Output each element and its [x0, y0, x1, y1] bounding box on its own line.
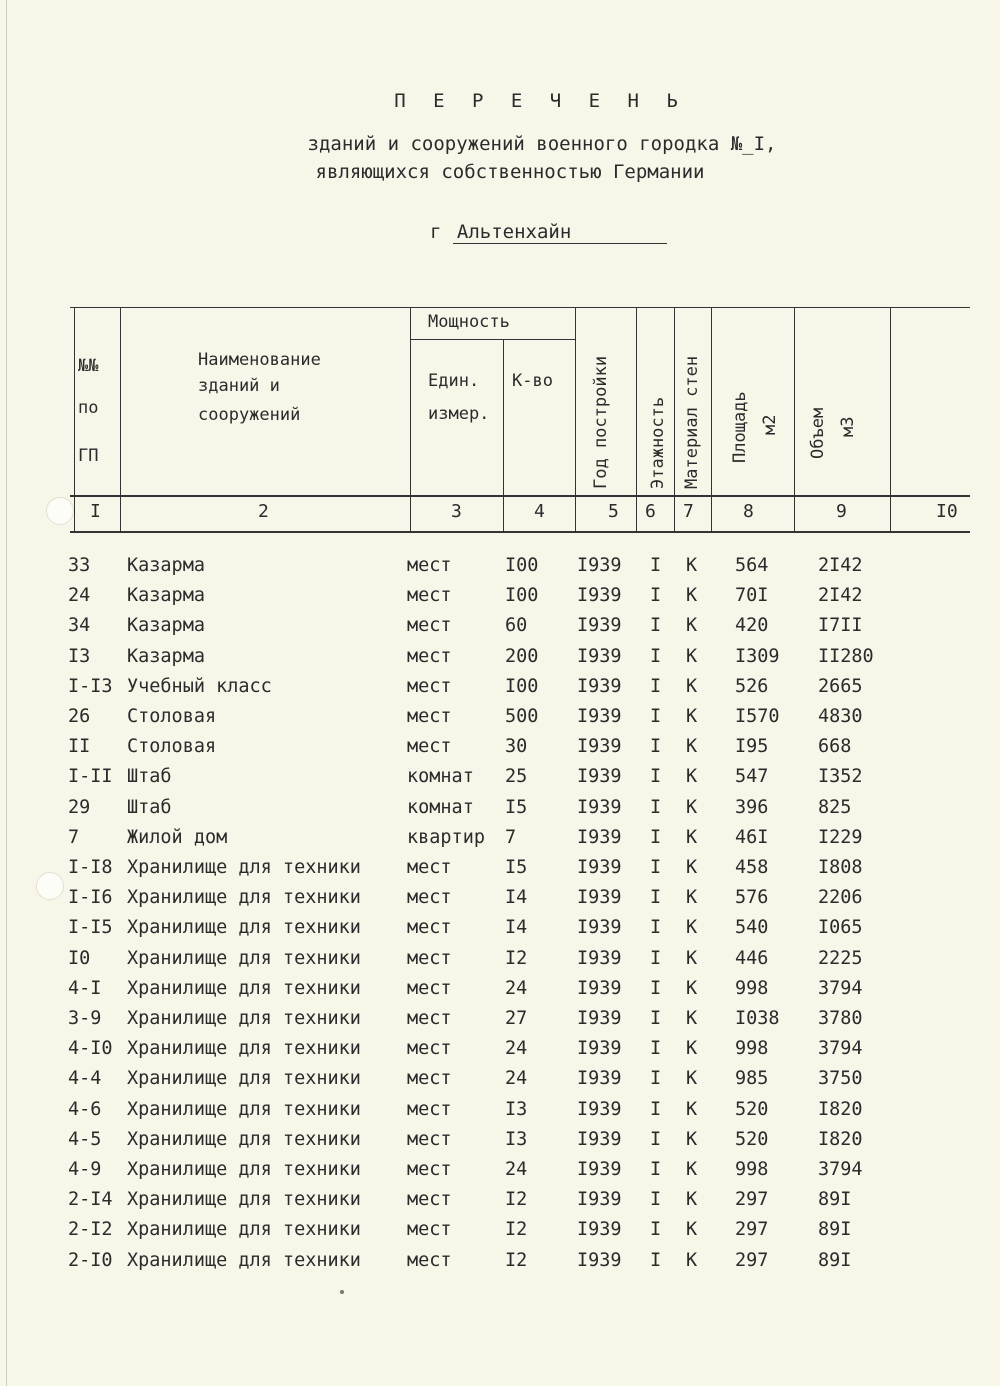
- cell-floors: I: [650, 1008, 662, 1029]
- cell-walls: К: [686, 615, 698, 637]
- header-power: Мощность: [428, 312, 510, 332]
- cell-name: Столовая: [127, 736, 217, 758]
- cell-qty: 24: [505, 1038, 528, 1060]
- cell-unit: мест: [407, 1038, 452, 1060]
- cell-qty: 25: [505, 766, 528, 788]
- table-row: [0, 555, 1000, 585]
- cell-area: 520: [735, 1128, 769, 1150]
- header-qty: К-во: [512, 371, 553, 391]
- cell-area: 446: [735, 947, 769, 969]
- cell-year: I939: [577, 1098, 622, 1120]
- cell-qty: 7: [505, 826, 517, 848]
- cell-volume: I820: [818, 1128, 863, 1150]
- cell-year: I939: [577, 1038, 622, 1060]
- cell-walls: К: [686, 887, 698, 909]
- cell-unit: мест: [407, 615, 452, 637]
- cell-volume: 89I: [818, 1219, 852, 1241]
- cell-gp: II: [68, 736, 91, 758]
- col-number: 2: [258, 501, 269, 522]
- table-row: [0, 887, 1000, 917]
- cell-gp: 26: [68, 706, 91, 727]
- cell-qty: I2: [505, 947, 528, 969]
- cell-area: 998: [735, 977, 769, 999]
- col-number: 3: [451, 501, 462, 522]
- cell-unit: мест: [407, 585, 452, 607]
- table-row: [0, 917, 1000, 947]
- table-row: [0, 1250, 1000, 1280]
- cell-floors: I: [650, 1219, 662, 1241]
- cell-gp: I-I5: [68, 917, 113, 939]
- table-row: [0, 978, 1000, 1008]
- header-unit-line2: измер.: [428, 404, 490, 424]
- table-row: [0, 827, 1000, 857]
- header-gp-line3: ГП: [78, 446, 99, 466]
- header-gp-line2: по: [78, 398, 99, 418]
- col-number: 9: [836, 501, 847, 522]
- table-row: [0, 1189, 1000, 1219]
- cell-gp: 29: [68, 796, 91, 818]
- table-row: [0, 1159, 1000, 1189]
- cell-unit: мест: [407, 1159, 452, 1180]
- cell-area: I570: [735, 706, 780, 727]
- cell-volume: I820: [818, 1098, 863, 1120]
- cell-walls: К: [686, 1098, 698, 1120]
- cell-floors: I: [650, 1038, 662, 1060]
- cell-qty: I5: [505, 796, 528, 818]
- cell-floors: I: [650, 675, 662, 697]
- table-row: [0, 857, 1000, 887]
- table-row: [0, 1129, 1000, 1159]
- cell-gp: 7: [68, 826, 80, 848]
- cell-area: 420: [735, 615, 769, 637]
- header-area-line1: Площадь: [730, 391, 750, 463]
- col-number: 6: [645, 501, 656, 522]
- cell-floors: I: [650, 645, 662, 667]
- header-gp-line1: №№: [78, 356, 99, 376]
- cell-qty: I3: [505, 1128, 528, 1150]
- cell-name: Хранилище для техники: [127, 947, 361, 969]
- power-divider-line: [410, 339, 575, 340]
- cell-area: 576: [735, 887, 769, 909]
- cell-gp: 4-I0: [68, 1038, 113, 1060]
- header-name-line3: сооружений: [198, 405, 301, 425]
- cell-name: Штаб: [127, 766, 172, 788]
- table-row: [0, 706, 1000, 736]
- cell-unit: мест: [407, 645, 452, 667]
- cell-walls: К: [686, 585, 698, 607]
- cell-year: I939: [577, 826, 622, 848]
- header-vline: [120, 307, 121, 533]
- cell-floors: I: [650, 887, 662, 909]
- cell-area: 297: [735, 1249, 769, 1271]
- city-prefix: г: [430, 221, 442, 243]
- cell-area: 998: [735, 1159, 769, 1180]
- cell-name: Учебный класс: [127, 675, 272, 697]
- cell-volume: 3750: [818, 1068, 863, 1090]
- cell-gp: 2-I2: [68, 1219, 113, 1241]
- cell-walls: К: [686, 977, 698, 999]
- cell-year: I939: [577, 947, 622, 969]
- cell-gp: I-I3: [68, 675, 113, 697]
- cell-area: 547: [735, 766, 769, 788]
- cell-year: I939: [577, 1159, 622, 1180]
- cell-gp: 4-9: [68, 1159, 102, 1180]
- cell-year: I939: [577, 1068, 622, 1090]
- cell-volume: 825: [818, 796, 852, 818]
- cell-year: I939: [577, 736, 622, 758]
- cell-name: Штаб: [127, 796, 172, 818]
- cell-area: 396: [735, 796, 769, 818]
- cell-walls: К: [686, 796, 698, 818]
- cell-volume: I229: [818, 826, 863, 848]
- cell-unit: мест: [407, 947, 452, 969]
- cell-volume: 3780: [818, 1008, 863, 1029]
- cell-floors: I: [650, 736, 662, 758]
- cell-volume: 2I42: [818, 585, 863, 607]
- cell-floors: I: [650, 555, 662, 576]
- cell-volume: 89I: [818, 1189, 852, 1211]
- table-row: [0, 615, 1000, 645]
- cell-gp: I0: [68, 947, 91, 969]
- cell-walls: К: [686, 766, 698, 788]
- cell-name: Хранилище для техники: [127, 1219, 361, 1241]
- cell-volume: 2I42: [818, 555, 863, 576]
- cell-year: I939: [577, 706, 622, 727]
- header-vline: [575, 307, 576, 533]
- cell-volume: I808: [818, 857, 863, 878]
- header-top-line: [70, 307, 970, 308]
- cell-walls: К: [686, 1008, 698, 1029]
- cell-walls: К: [686, 1189, 698, 1211]
- cell-name: Хранилище для техники: [127, 857, 361, 878]
- header-unit-line1: Един.: [428, 371, 480, 391]
- cell-name: Хранилище для техники: [127, 977, 361, 999]
- cell-qty: I3: [505, 1098, 528, 1120]
- cell-floors: I: [650, 585, 662, 607]
- cell-qty: 200: [505, 645, 539, 667]
- cell-unit: мест: [407, 706, 452, 727]
- header-volume-line1: Объем: [808, 407, 828, 459]
- city-line: [430, 221, 667, 244]
- cell-unit: мест: [407, 1219, 452, 1241]
- cell-volume: 89I: [818, 1249, 852, 1271]
- cell-gp: 4-I: [68, 977, 102, 999]
- cell-area: 70I: [735, 585, 769, 607]
- cell-volume: 2665: [818, 675, 863, 697]
- cell-gp: 2-I4: [68, 1189, 113, 1211]
- header-vline: [711, 307, 712, 533]
- cell-name: Хранилище для техники: [127, 1098, 361, 1120]
- cell-qty: 30: [505, 736, 528, 758]
- cell-floors: I: [650, 1068, 662, 1090]
- document-subtitle-line1: зданий и сооружений военного городка №_I,: [307, 133, 777, 155]
- header-floors: Этажность: [648, 396, 668, 489]
- table-row: [0, 646, 1000, 676]
- header-vline: [410, 307, 411, 533]
- cell-qty: I00: [505, 555, 539, 576]
- cell-gp: I3: [68, 645, 91, 667]
- cell-unit: квартир: [407, 826, 485, 848]
- cell-walls: К: [686, 917, 698, 939]
- cell-name: Казарма: [127, 555, 205, 576]
- cell-qty: 24: [505, 1068, 528, 1090]
- cell-area: 540: [735, 917, 769, 939]
- cell-walls: К: [686, 1068, 698, 1090]
- cell-volume: 668: [818, 736, 852, 758]
- cell-area: 46I: [735, 826, 769, 848]
- cell-floors: I: [650, 1098, 662, 1120]
- header-area-line2: м2: [760, 414, 780, 435]
- cell-unit: мест: [407, 675, 452, 697]
- cell-year: I939: [577, 555, 622, 576]
- cell-qty: 500: [505, 706, 539, 727]
- cell-name: Столовая: [127, 706, 217, 727]
- cell-name: Хранилище для техники: [127, 1249, 361, 1271]
- cell-walls: К: [686, 1159, 698, 1180]
- header-vline: [674, 307, 675, 533]
- cell-qty: I4: [505, 887, 528, 909]
- cell-unit: мест: [407, 1249, 452, 1271]
- cell-qty: 27: [505, 1008, 528, 1029]
- city-name: Альтенхайн: [453, 221, 667, 244]
- cell-gp: 4-4: [68, 1068, 102, 1090]
- cell-volume: 3794: [818, 977, 863, 999]
- table-row: [0, 1008, 1000, 1038]
- table-header: [70, 303, 970, 533]
- cell-qty: I4: [505, 917, 528, 939]
- cell-year: I939: [577, 1219, 622, 1241]
- cell-volume: 3794: [818, 1038, 863, 1060]
- cell-walls: К: [686, 706, 698, 727]
- header-bottom-line: [70, 531, 970, 533]
- cell-unit: комнат: [407, 796, 474, 818]
- cell-name: Казарма: [127, 615, 205, 637]
- cell-floors: I: [650, 706, 662, 727]
- col-number: 4: [534, 501, 545, 522]
- cell-walls: К: [686, 675, 698, 697]
- cell-name: Хранилище для техники: [127, 1038, 361, 1060]
- cell-walls: К: [686, 1128, 698, 1150]
- ink-speck: [340, 1290, 344, 1294]
- cell-floors: I: [650, 857, 662, 878]
- cell-area: I309: [735, 645, 780, 667]
- cell-walls: К: [686, 826, 698, 848]
- table-row: [0, 1099, 1000, 1129]
- cell-area: 564: [735, 555, 769, 576]
- header-vline: [74, 307, 75, 533]
- cell-qty: 24: [505, 1159, 528, 1180]
- cell-unit: мест: [407, 1068, 452, 1090]
- cell-floors: I: [650, 1159, 662, 1180]
- cell-area: 458: [735, 857, 769, 878]
- header-name-line1: Наименование: [198, 350, 321, 370]
- cell-floors: I: [650, 977, 662, 999]
- cell-unit: мест: [407, 977, 452, 999]
- header-mid-line: [70, 495, 970, 497]
- cell-qty: I5: [505, 857, 528, 878]
- cell-walls: К: [686, 736, 698, 758]
- cell-floors: I: [650, 917, 662, 939]
- cell-year: I939: [577, 615, 622, 637]
- cell-name: Хранилище для техники: [127, 1068, 361, 1090]
- cell-floors: I: [650, 1128, 662, 1150]
- cell-gp: 24: [68, 585, 91, 607]
- cell-year: I939: [577, 1189, 622, 1211]
- cell-unit: мест: [407, 1098, 452, 1120]
- cell-unit: мест: [407, 887, 452, 909]
- cell-unit: мест: [407, 1189, 452, 1211]
- header-name-line2: зданий и: [198, 376, 280, 396]
- cell-volume: 2225: [818, 947, 863, 969]
- cell-gp: 3-9: [68, 1008, 102, 1029]
- cell-qty: I00: [505, 675, 539, 697]
- cell-gp: I-II: [68, 766, 113, 788]
- cell-unit: мест: [407, 857, 452, 878]
- cell-floors: I: [650, 826, 662, 848]
- cell-floors: I: [650, 947, 662, 969]
- cell-gp: 4-5: [68, 1128, 102, 1150]
- cell-gp: I-I6: [68, 887, 113, 909]
- cell-area: 526: [735, 675, 769, 697]
- cell-name: Хранилище для техники: [127, 1128, 361, 1150]
- cell-volume: I352: [818, 766, 863, 788]
- header-year: Год постройки: [591, 355, 611, 489]
- cell-gp: 33: [68, 555, 91, 576]
- cell-area: 297: [735, 1219, 769, 1241]
- cell-qty: I00: [505, 585, 539, 607]
- cell-walls: К: [686, 555, 698, 576]
- cell-name: Казарма: [127, 645, 205, 667]
- cell-area: 520: [735, 1098, 769, 1120]
- cell-qty: I2: [505, 1249, 528, 1271]
- table-row: [0, 736, 1000, 766]
- cell-year: I939: [577, 796, 622, 818]
- cell-volume: 4830: [818, 706, 863, 727]
- cell-qty: I2: [505, 1189, 528, 1211]
- col-number: I0: [936, 501, 958, 522]
- cell-year: I939: [577, 857, 622, 878]
- cell-walls: К: [686, 857, 698, 878]
- cell-unit: мест: [407, 736, 452, 758]
- cell-volume: II280: [818, 645, 874, 667]
- cell-unit: мест: [407, 917, 452, 939]
- cell-volume: I7II: [818, 615, 863, 637]
- cell-unit: комнат: [407, 766, 474, 788]
- header-vline: [794, 307, 795, 533]
- cell-unit: мест: [407, 1008, 452, 1029]
- col-number: 7: [683, 501, 694, 522]
- cell-volume: I065: [818, 917, 863, 939]
- cell-floors: I: [650, 615, 662, 637]
- header-vline: [890, 307, 891, 533]
- cell-gp: 4-6: [68, 1098, 102, 1120]
- cell-walls: К: [686, 1249, 698, 1271]
- cell-year: I939: [577, 1249, 622, 1271]
- cell-unit: мест: [407, 1128, 452, 1150]
- cell-year: I939: [577, 977, 622, 999]
- cell-qty: 60: [505, 615, 528, 637]
- cell-floors: I: [650, 1249, 662, 1271]
- cell-floors: I: [650, 766, 662, 788]
- col-number: 5: [608, 501, 619, 522]
- table-row: [0, 676, 1000, 706]
- cell-name: Хранилище для техники: [127, 887, 361, 909]
- cell-gp: I-I8: [68, 857, 113, 878]
- cell-qty: 24: [505, 977, 528, 999]
- cell-area: I95: [735, 736, 769, 758]
- cell-area: I038: [735, 1008, 780, 1029]
- cell-area: 985: [735, 1068, 769, 1090]
- cell-walls: К: [686, 947, 698, 969]
- cell-area: 998: [735, 1038, 769, 1060]
- cell-gp: 2-I0: [68, 1249, 113, 1271]
- cell-name: Хранилище для техники: [127, 1159, 361, 1180]
- cell-floors: I: [650, 796, 662, 818]
- cell-gp: 34: [68, 615, 91, 637]
- cell-year: I939: [577, 675, 622, 697]
- cell-name: Казарма: [127, 585, 205, 607]
- table-row: [0, 1068, 1000, 1098]
- cell-qty: I2: [505, 1219, 528, 1241]
- table-row: [0, 1038, 1000, 1068]
- cell-year: I939: [577, 585, 622, 607]
- table-row: [0, 766, 1000, 796]
- cell-year: I939: [577, 645, 622, 667]
- header-volume-line2: м3: [838, 416, 858, 437]
- table-row: [0, 585, 1000, 615]
- cell-floors: I: [650, 1189, 662, 1211]
- cell-year: I939: [577, 1128, 622, 1150]
- cell-unit: мест: [407, 555, 452, 576]
- cell-year: I939: [577, 1008, 622, 1029]
- cell-year: I939: [577, 766, 622, 788]
- header-walls: Материал стен: [682, 355, 702, 489]
- col-number: 8: [743, 501, 754, 522]
- cell-volume: 3794: [818, 1159, 863, 1180]
- col-number: I: [90, 501, 101, 522]
- cell-name: Жилой дом: [127, 826, 228, 848]
- table-row: [0, 797, 1000, 827]
- cell-name: Хранилище для техники: [127, 1008, 361, 1029]
- cell-year: I939: [577, 887, 622, 909]
- cell-walls: К: [686, 1219, 698, 1241]
- cell-volume: 2206: [818, 887, 863, 909]
- cell-walls: К: [686, 645, 698, 667]
- cell-area: 297: [735, 1189, 769, 1211]
- cell-name: Хранилище для техники: [127, 1189, 361, 1211]
- cell-year: I939: [577, 917, 622, 939]
- table-row: [0, 948, 1000, 978]
- document-title: П Е Р Е Ч Е Н Ь: [394, 90, 686, 112]
- document-subtitle-line2: являющихся собственностью Германии: [315, 161, 705, 183]
- header-vline: [636, 307, 637, 533]
- cell-name: Хранилище для техники: [127, 917, 361, 939]
- header-vline: [503, 339, 504, 533]
- table-row: [0, 1219, 1000, 1249]
- cell-walls: К: [686, 1038, 698, 1060]
